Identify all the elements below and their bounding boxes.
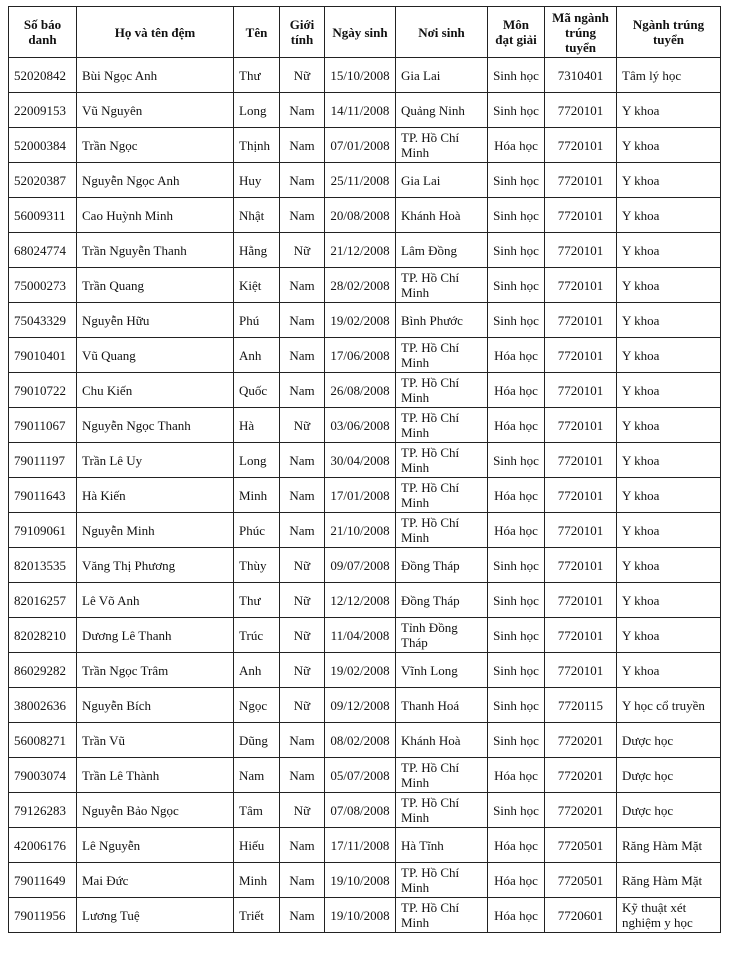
student-id-cell: 82028210: [9, 618, 77, 653]
family-middle-name-cell: Trần Lê Thành: [77, 758, 234, 793]
table-row: [9, 723, 721, 758]
table-row: [9, 513, 721, 548]
table-row: [9, 863, 721, 898]
table-row: [9, 828, 721, 863]
table-row: [9, 373, 721, 408]
student-id-cell: 75000273: [9, 268, 77, 303]
given-name-cell: Phú: [234, 303, 280, 338]
given-name-cell: Thịnh: [234, 128, 280, 163]
birth-date-cell: 19/10/2008: [325, 898, 396, 933]
col-header-nganh-trung-tuyen: Ngành trúng tuyển: [617, 7, 721, 58]
given-name-cell: Nhật: [234, 198, 280, 233]
given-name-cell: Anh: [234, 653, 280, 688]
birth-place-cell: Khánh Hoà: [396, 198, 488, 233]
student-id-cell: 79003074: [9, 758, 77, 793]
student-id-cell: 56008271: [9, 723, 77, 758]
gender-cell: Nam: [280, 93, 325, 128]
major-code-cell: 7720101: [545, 198, 617, 233]
birth-date-cell: 14/11/2008: [325, 93, 396, 128]
subject-cell: Hóa học: [488, 758, 545, 793]
major-code-cell: 7720101: [545, 443, 617, 478]
student-id-cell: 22009153: [9, 93, 77, 128]
student-id-cell: 52020842: [9, 58, 77, 93]
subject-cell: Hóa học: [488, 863, 545, 898]
given-name-cell: Anh: [234, 338, 280, 373]
table-row: [9, 758, 721, 793]
student-id-cell: 82013535: [9, 548, 77, 583]
major-name-cell: Y khoa: [617, 128, 721, 163]
birth-date-cell: 15/10/2008: [325, 58, 396, 93]
student-id-cell: 38002636: [9, 688, 77, 723]
table-row: [9, 408, 721, 443]
major-code-cell: 7720101: [545, 583, 617, 618]
major-name-cell: Y khoa: [617, 268, 721, 303]
major-name-cell: Răng Hàm Mặt: [617, 828, 721, 863]
table-row: [9, 163, 721, 198]
subject-cell: Hóa học: [488, 373, 545, 408]
table-row: [9, 653, 721, 688]
major-name-cell: Y khoa: [617, 443, 721, 478]
given-name-cell: Trúc: [234, 618, 280, 653]
gender-cell: Nữ: [280, 793, 325, 828]
family-middle-name-cell: Hà Kiến: [77, 478, 234, 513]
family-middle-name-cell: Trần Lê Uy: [77, 443, 234, 478]
family-middle-name-cell: Nguyễn Ngọc Anh: [77, 163, 234, 198]
subject-cell: Sinh học: [488, 268, 545, 303]
birth-date-cell: 26/08/2008: [325, 373, 396, 408]
table-row: [9, 618, 721, 653]
birth-place-cell: Tỉnh Đồng Tháp: [396, 618, 488, 653]
birth-place-cell: Gia Lai: [396, 163, 488, 198]
given-name-cell: Quốc: [234, 373, 280, 408]
birth-date-cell: 17/11/2008: [325, 828, 396, 863]
given-name-cell: Dũng: [234, 723, 280, 758]
major-code-cell: 7720101: [545, 303, 617, 338]
major-name-cell: Dược học: [617, 793, 721, 828]
family-middle-name-cell: Nguyễn Bích: [77, 688, 234, 723]
student-id-cell: 79109061: [9, 513, 77, 548]
table-row: [9, 58, 721, 93]
birth-place-cell: TP. Hồ Chí Minh: [396, 793, 488, 828]
birth-date-cell: 19/10/2008: [325, 863, 396, 898]
major-code-cell: 7720101: [545, 408, 617, 443]
major-name-cell: Dược học: [617, 758, 721, 793]
birth-date-cell: 05/07/2008: [325, 758, 396, 793]
col-header-mon-dat-giai: Môn đạt giải: [488, 7, 545, 58]
major-name-cell: Y khoa: [617, 583, 721, 618]
major-code-cell: 7720601: [545, 898, 617, 933]
major-code-cell: 7720101: [545, 233, 617, 268]
student-id-cell: 52020387: [9, 163, 77, 198]
gender-cell: Nam: [280, 128, 325, 163]
student-id-cell: 86029282: [9, 653, 77, 688]
gender-cell: Nam: [280, 268, 325, 303]
gender-cell: Nữ: [280, 408, 325, 443]
major-code-cell: 7720201: [545, 793, 617, 828]
birth-date-cell: 21/12/2008: [325, 233, 396, 268]
gender-cell: Nam: [280, 303, 325, 338]
major-name-cell: Y khoa: [617, 373, 721, 408]
gender-cell: Nam: [280, 478, 325, 513]
table-row: [9, 268, 721, 303]
student-id-cell: 42006176: [9, 828, 77, 863]
birth-place-cell: TP. Hồ Chí Minh: [396, 513, 488, 548]
col-header-ho-va-ten-dem: Họ và tên đệm: [77, 7, 234, 58]
gender-cell: Nam: [280, 338, 325, 373]
table-body: [9, 58, 721, 933]
table-row: [9, 93, 721, 128]
birth-place-cell: TP. Hồ Chí Minh: [396, 863, 488, 898]
major-name-cell: Y khoa: [617, 198, 721, 233]
major-name-cell: Y khoa: [617, 338, 721, 373]
given-name-cell: Kiệt: [234, 268, 280, 303]
birth-place-cell: Đồng Tháp: [396, 583, 488, 618]
birth-place-cell: Vĩnh Long: [396, 653, 488, 688]
gender-cell: Nam: [280, 198, 325, 233]
gender-cell: Nữ: [280, 548, 325, 583]
subject-cell: Sinh học: [488, 233, 545, 268]
birth-date-cell: 03/06/2008: [325, 408, 396, 443]
birth-place-cell: TP. Hồ Chí Minh: [396, 268, 488, 303]
given-name-cell: Long: [234, 93, 280, 128]
subject-cell: Sinh học: [488, 303, 545, 338]
major-name-cell: Y học cổ truyền: [617, 688, 721, 723]
subject-cell: Sinh học: [488, 688, 545, 723]
major-code-cell: 7720201: [545, 758, 617, 793]
subject-cell: Hóa học: [488, 898, 545, 933]
gender-cell: Nam: [280, 163, 325, 198]
student-id-cell: 68024774: [9, 233, 77, 268]
major-name-cell: Y khoa: [617, 408, 721, 443]
birth-date-cell: 08/02/2008: [325, 723, 396, 758]
gender-cell: Nữ: [280, 688, 325, 723]
table-row: [9, 898, 721, 933]
gender-cell: Nữ: [280, 653, 325, 688]
subject-cell: Sinh học: [488, 618, 545, 653]
gender-cell: Nữ: [280, 58, 325, 93]
table-row: [9, 128, 721, 163]
birth-place-cell: Lâm Đồng: [396, 233, 488, 268]
subject-cell: Hóa học: [488, 128, 545, 163]
table-row: [9, 793, 721, 828]
gender-cell: Nam: [280, 373, 325, 408]
major-code-cell: 7720101: [545, 653, 617, 688]
student-id-cell: 79010401: [9, 338, 77, 373]
given-name-cell: Hiếu: [234, 828, 280, 863]
major-name-cell: Y khoa: [617, 233, 721, 268]
table-row: [9, 198, 721, 233]
subject-cell: Hóa học: [488, 338, 545, 373]
birth-date-cell: 09/07/2008: [325, 548, 396, 583]
birth-place-cell: Hà Tĩnh: [396, 828, 488, 863]
given-name-cell: Nam: [234, 758, 280, 793]
col-header-ten: Tên: [234, 7, 280, 58]
major-code-cell: 7720201: [545, 723, 617, 758]
col-header-gioi-tinh: Giới tính: [280, 7, 325, 58]
subject-cell: Hóa học: [488, 408, 545, 443]
birth-date-cell: 12/12/2008: [325, 583, 396, 618]
subject-cell: Sinh học: [488, 653, 545, 688]
birth-date-cell: 09/12/2008: [325, 688, 396, 723]
gender-cell: Nam: [280, 723, 325, 758]
given-name-cell: Thư: [234, 58, 280, 93]
major-code-cell: 7720101: [545, 268, 617, 303]
family-middle-name-cell: Bùi Ngọc Anh: [77, 58, 234, 93]
subject-cell: Hóa học: [488, 828, 545, 863]
birth-date-cell: 11/04/2008: [325, 618, 396, 653]
major-name-cell: Y khoa: [617, 653, 721, 688]
family-middle-name-cell: Cao Huỳnh Minh: [77, 198, 234, 233]
given-name-cell: Triết: [234, 898, 280, 933]
student-id-cell: 82016257: [9, 583, 77, 618]
table-row: [9, 443, 721, 478]
given-name-cell: Hà: [234, 408, 280, 443]
birth-place-cell: Thanh Hoá: [396, 688, 488, 723]
given-name-cell: Phúc: [234, 513, 280, 548]
gender-cell: Nam: [280, 863, 325, 898]
table-row: [9, 478, 721, 513]
birth-date-cell: 30/04/2008: [325, 443, 396, 478]
gender-cell: Nam: [280, 443, 325, 478]
family-middle-name-cell: Nguyễn Hữu: [77, 303, 234, 338]
birth-date-cell: 17/01/2008: [325, 478, 396, 513]
major-name-cell: Y khoa: [617, 513, 721, 548]
major-code-cell: 7720501: [545, 863, 617, 898]
major-code-cell: 7720101: [545, 163, 617, 198]
gender-cell: Nam: [280, 828, 325, 863]
major-name-cell: Y khoa: [617, 163, 721, 198]
given-name-cell: Long: [234, 443, 280, 478]
major-name-cell: Y khoa: [617, 303, 721, 338]
major-name-cell: Dược học: [617, 723, 721, 758]
given-name-cell: Thùy: [234, 548, 280, 583]
given-name-cell: Minh: [234, 863, 280, 898]
gender-cell: Nữ: [280, 618, 325, 653]
family-middle-name-cell: Trần Nguyễn Thanh: [77, 233, 234, 268]
major-code-cell: 7720101: [545, 128, 617, 163]
birth-date-cell: 20/08/2008: [325, 198, 396, 233]
subject-cell: Hóa học: [488, 478, 545, 513]
subject-cell: Sinh học: [488, 163, 545, 198]
major-name-cell: Kỹ thuật xét nghiệm y học: [617, 898, 721, 933]
major-name-cell: Răng Hàm Mặt: [617, 863, 721, 898]
major-name-cell: Y khoa: [617, 478, 721, 513]
given-name-cell: Ngọc: [234, 688, 280, 723]
major-name-cell: Y khoa: [617, 548, 721, 583]
family-middle-name-cell: Dương Lê Thanh: [77, 618, 234, 653]
subject-cell: Sinh học: [488, 548, 545, 583]
major-code-cell: 7720101: [545, 513, 617, 548]
birth-place-cell: Quảng Ninh: [396, 93, 488, 128]
birth-place-cell: TP. Hồ Chí Minh: [396, 128, 488, 163]
student-id-cell: 52000384: [9, 128, 77, 163]
admission-table: [8, 6, 721, 933]
col-header-so-bao-danh: Số báo danh: [9, 7, 77, 58]
birth-place-cell: TP. Hồ Chí Minh: [396, 758, 488, 793]
given-name-cell: Minh: [234, 478, 280, 513]
major-code-cell: 7720115: [545, 688, 617, 723]
major-code-cell: 7310401: [545, 58, 617, 93]
birth-place-cell: Bình Phước: [396, 303, 488, 338]
birth-date-cell: 25/11/2008: [325, 163, 396, 198]
student-id-cell: 79011956: [9, 898, 77, 933]
header-row: [9, 7, 721, 58]
col-header-ma-nganh: Mã ngành trúng tuyển: [545, 7, 617, 58]
major-name-cell: Y khoa: [617, 618, 721, 653]
table-row: [9, 548, 721, 583]
table-row: [9, 303, 721, 338]
student-id-cell: 79011197: [9, 443, 77, 478]
major-code-cell: 7720101: [545, 93, 617, 128]
family-middle-name-cell: Vũ Nguyên: [77, 93, 234, 128]
col-header-noi-sinh: Nơi sinh: [396, 7, 488, 58]
birth-place-cell: TP. Hồ Chí Minh: [396, 898, 488, 933]
family-middle-name-cell: Văng Thị Phương: [77, 548, 234, 583]
student-id-cell: 79126283: [9, 793, 77, 828]
family-middle-name-cell: Chu Kiến: [77, 373, 234, 408]
birth-date-cell: 28/02/2008: [325, 268, 396, 303]
given-name-cell: Hằng: [234, 233, 280, 268]
family-middle-name-cell: Mai Đức: [77, 863, 234, 898]
student-id-cell: 79010722: [9, 373, 77, 408]
gender-cell: Nam: [280, 898, 325, 933]
subject-cell: Sinh học: [488, 793, 545, 828]
birth-place-cell: TP. Hồ Chí Minh: [396, 443, 488, 478]
birth-date-cell: 17/06/2008: [325, 338, 396, 373]
family-middle-name-cell: Trần Vũ: [77, 723, 234, 758]
birth-place-cell: Khánh Hoà: [396, 723, 488, 758]
family-middle-name-cell: Trần Quang: [77, 268, 234, 303]
birth-date-cell: 07/01/2008: [325, 128, 396, 163]
family-middle-name-cell: Trần Ngọc: [77, 128, 234, 163]
student-id-cell: 79011067: [9, 408, 77, 443]
gender-cell: Nữ: [280, 233, 325, 268]
major-code-cell: 7720101: [545, 478, 617, 513]
given-name-cell: Tâm: [234, 793, 280, 828]
birth-place-cell: TP. Hồ Chí Minh: [396, 338, 488, 373]
birth-date-cell: 19/02/2008: [325, 303, 396, 338]
student-id-cell: 79011643: [9, 478, 77, 513]
subject-cell: Sinh học: [488, 198, 545, 233]
family-middle-name-cell: Lê Nguyễn: [77, 828, 234, 863]
major-code-cell: 7720101: [545, 373, 617, 408]
table-row: [9, 688, 721, 723]
major-code-cell: 7720501: [545, 828, 617, 863]
family-middle-name-cell: Nguyễn Minh: [77, 513, 234, 548]
birth-place-cell: TP. Hồ Chí Minh: [396, 373, 488, 408]
given-name-cell: Huy: [234, 163, 280, 198]
family-middle-name-cell: Lê Võ Anh: [77, 583, 234, 618]
student-id-cell: 56009311: [9, 198, 77, 233]
table-row: [9, 233, 721, 268]
birth-date-cell: 07/08/2008: [325, 793, 396, 828]
major-code-cell: 7720101: [545, 548, 617, 583]
major-name-cell: Y khoa: [617, 93, 721, 128]
subject-cell: Sinh học: [488, 443, 545, 478]
birth-place-cell: Đồng Tháp: [396, 548, 488, 583]
family-middle-name-cell: Trần Ngọc Trâm: [77, 653, 234, 688]
gender-cell: Nam: [280, 513, 325, 548]
major-code-cell: 7720101: [545, 338, 617, 373]
birth-place-cell: Gia Lai: [396, 58, 488, 93]
col-header-ngay-sinh: Ngày sinh: [325, 7, 396, 58]
gender-cell: Nữ: [280, 583, 325, 618]
subject-cell: Sinh học: [488, 583, 545, 618]
major-code-cell: 7720101: [545, 618, 617, 653]
table-row: [9, 583, 721, 618]
subject-cell: Sinh học: [488, 58, 545, 93]
subject-cell: Sinh học: [488, 93, 545, 128]
table-row: [9, 338, 721, 373]
family-middle-name-cell: Vũ Quang: [77, 338, 234, 373]
family-middle-name-cell: Nguyễn Bảo Ngọc: [77, 793, 234, 828]
student-id-cell: 79011649: [9, 863, 77, 898]
family-middle-name-cell: Nguyễn Ngọc Thanh: [77, 408, 234, 443]
gender-cell: Nam: [280, 758, 325, 793]
birth-place-cell: TP. Hồ Chí Minh: [396, 408, 488, 443]
subject-cell: Sinh học: [488, 723, 545, 758]
student-id-cell: 75043329: [9, 303, 77, 338]
birth-date-cell: 21/10/2008: [325, 513, 396, 548]
given-name-cell: Thư: [234, 583, 280, 618]
major-name-cell: Tâm lý học: [617, 58, 721, 93]
subject-cell: Hóa học: [488, 513, 545, 548]
birth-place-cell: TP. Hồ Chí Minh: [396, 478, 488, 513]
birth-date-cell: 19/02/2008: [325, 653, 396, 688]
family-middle-name-cell: Lương Tuệ: [77, 898, 234, 933]
